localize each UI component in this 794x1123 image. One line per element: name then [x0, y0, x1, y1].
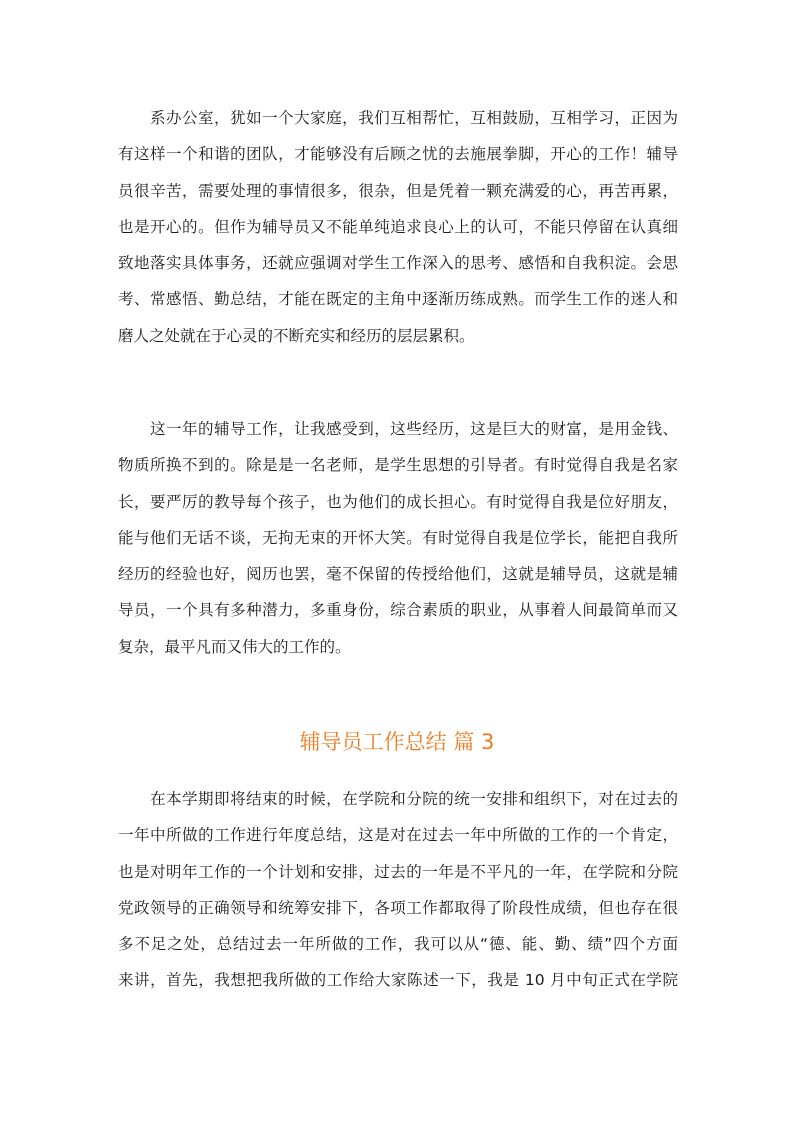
text-line: 物质所换不到的。除是是一名老师，是学生思想的引导者。有时觉得自我是名家: [118, 456, 678, 475]
text-line: 来讲，首先，我想把我所做的工作给大家陈述一下，我是 10 月中旬正式在学院: [118, 971, 678, 990]
text-line: 导员，一个具有多种潜力，多重身份，综合素质的职业，从事着人间最简单而又: [118, 601, 678, 620]
text-line: 也是对明年工作的一个计划和安排，过去的一年是不平凡的一年，在学院和分院: [118, 862, 678, 881]
text-line: 这一年的辅导工作，让我感受到，这些经历，这是巨大的财富，是用金钱、: [150, 420, 678, 438]
paragraph-annual-summary: [118, 781, 678, 999]
text-line: 也是开心的。但作为辅导员又不能单纯追求良心上的认可，不能只停留在认真细: [118, 217, 678, 236]
text-line: 能与他们无话不谈，无拘无束的开怀大笑。有时觉得自我是位学长，能把自我所: [118, 528, 678, 547]
text-line: 考、常感悟、勤总结，才能在既定的主角中逐渐历练成熟。而学生工作的迷人和: [118, 290, 678, 309]
text-line: 经历的经验也好，阅历也罢，毫不保留的传授给他们，这就是辅导员，这就是辅: [118, 565, 678, 584]
text-line: 有这样一个和谐的团队，才能够没有后顾之忧的去施展拳脚，开心的工作！辅导: [118, 145, 678, 164]
text-line: 员很辛苦，需要处理的事情很多，很杂，但是凭着一颗充满爱的心，再苦再累，: [118, 181, 678, 200]
text-line: 一年中所做的工作进行年度总结，这是对在过去一年中所做的工作的一个肯定，: [118, 826, 678, 845]
paragraph-year-reflection: [118, 411, 678, 665]
text-line: 磨人之处就在于心灵的不断充实和经历的层层累积。: [118, 326, 475, 345]
text-line: 系办公室，犹如一个大家庭，我们互相帮忙，互相鼓励，互相学习，正因为: [150, 109, 678, 127]
text-line: 致地落实具体事务，还就应强调对学生工作深入的思考、感悟和自我积淀。会思: [118, 254, 678, 273]
paragraph-office-team: [118, 100, 678, 354]
text-line: 在本学期即将结束的时候，在学院和分院的统一安排和组织下，对在过去的: [150, 790, 678, 808]
text-line: 复杂，最平凡而又伟大的工作的。: [118, 637, 351, 656]
section-heading: 辅导员工作总结 篇 3: [299, 730, 495, 754]
text-line: 多不足之处，总结过去一年所做的工作，我可以从“德、能、勤、绩”四个方面: [118, 935, 678, 954]
text-line: 党政领导的正确领导和统筹安排下，各项工作都取得了阶段性成绩，但也存在很: [118, 898, 678, 917]
text-line: 长，要严厉的教导每个孩子，也为他们的成长担心。有时觉得自我是位好朋友，: [118, 492, 678, 511]
